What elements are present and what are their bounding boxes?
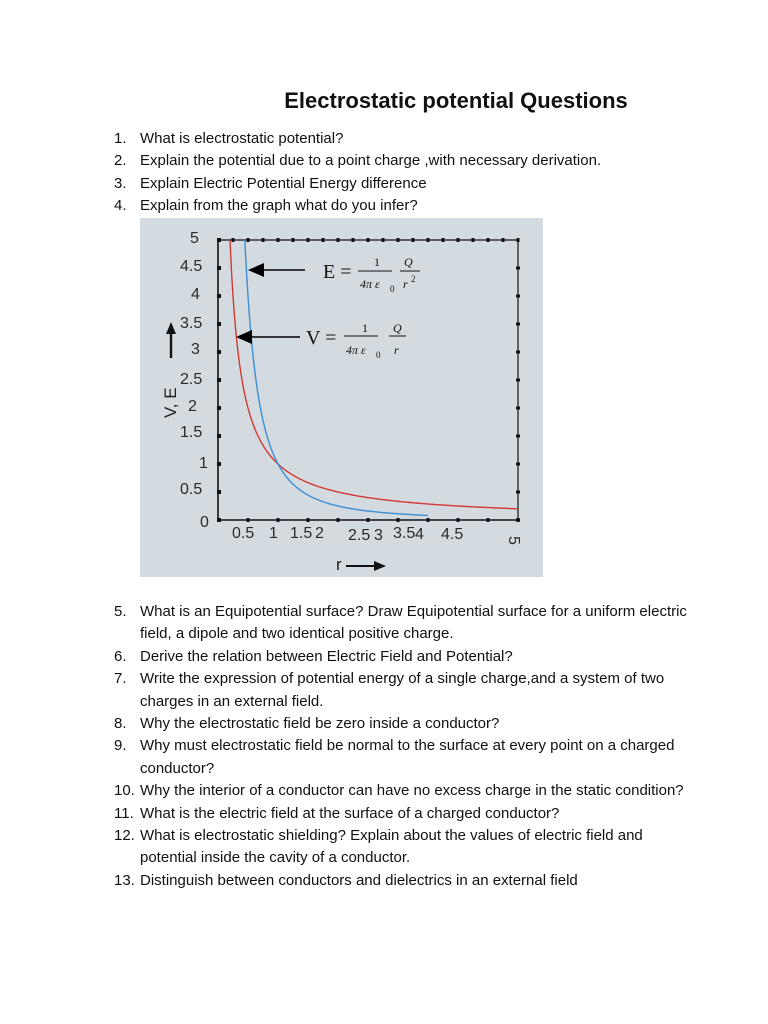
question-number: 4. [114, 197, 127, 215]
frame-tick [516, 351, 520, 354]
question-number: 6. [114, 647, 127, 665]
question-item [114, 713, 694, 735]
y-axis-tick [217, 266, 221, 270]
question-item [114, 601, 694, 646]
question-number: 7. [114, 670, 127, 688]
x-axis-tick [367, 518, 370, 522]
y-axis-tick [217, 518, 221, 522]
e-arrowhead [248, 263, 264, 277]
question-item [114, 150, 694, 172]
y-tick-label: 0.5 [180, 481, 203, 498]
frame-tick [472, 238, 475, 242]
question-text: Explain the potential due to a point charge ,with necessary derivation. [140, 152, 602, 170]
y-tick-label: 4.5 [180, 258, 203, 275]
y-axis-tick [217, 406, 221, 410]
x-axis-tick [337, 518, 340, 522]
frame-tick [516, 379, 520, 382]
y-tick-label: 2.5 [180, 371, 203, 388]
frame-tick [307, 238, 310, 242]
x-axis-tick [517, 518, 520, 522]
frame-tick [516, 435, 520, 438]
question-text: Explain from the graph what do you infer? [140, 197, 418, 215]
y-axis-label-group [161, 322, 180, 418]
v-equation-r: r [394, 343, 399, 357]
frame-tick [322, 238, 325, 242]
e-equation-lhs: E = [323, 261, 352, 283]
x-tick-label: 5 [505, 536, 522, 545]
v-arrowhead [236, 330, 252, 344]
question-number: 5. [114, 603, 127, 620]
y-axis-tick [217, 490, 221, 494]
frame-tick [382, 238, 385, 242]
y-tick-label: 3 [191, 341, 200, 358]
question-list-bottom [114, 601, 694, 892]
frame-tick [516, 267, 520, 270]
frame-tick [232, 238, 235, 242]
v-equation-sub: 0 [376, 350, 381, 360]
x-axis-tick [457, 518, 460, 522]
question-item [114, 646, 694, 668]
question-item [114, 825, 694, 870]
frame-tick [352, 238, 355, 242]
question-text: Why the electrostatic field be zero inside a conductor? [140, 715, 500, 733]
x-tick-label: 2.5 [348, 527, 371, 544]
frame-tick [397, 238, 400, 242]
frame-tick [516, 463, 520, 466]
frame-tick [517, 238, 520, 242]
question-item [114, 668, 694, 713]
x-tick-label: 3 [374, 527, 383, 544]
x-tick-label: 2 [315, 525, 324, 542]
question-text: Why must electrostatic field be normal to the surface at every point on a charged conductor? [140, 737, 675, 777]
frame-tick [367, 238, 370, 242]
y-axis-tick [217, 462, 221, 466]
question-text: What is an Equipotential surface? Draw Equipotential surface for a uniform electric field, a dipole and two identical positive charge. [140, 603, 687, 643]
question-item [114, 195, 694, 217]
question-text: What is electrostatic potential? [140, 130, 344, 147]
e-equation-one: 1 [374, 255, 380, 269]
y-axis-tick [217, 378, 221, 382]
question-text: What is the electric field at the surface of a charged conductor? [140, 804, 560, 822]
question-number: 3. [114, 174, 127, 192]
frame-tick [516, 491, 520, 494]
question-text: Distinguish between conductors and dielectrics in an external field [140, 871, 578, 889]
e-equation-sub: 0 [390, 284, 395, 294]
frame-tick [502, 238, 505, 242]
frame-tick [292, 238, 295, 242]
x-tick-label: 3.5 [393, 525, 416, 542]
question-item [114, 735, 694, 780]
graph-figure [140, 218, 543, 577]
v-equation [306, 321, 406, 360]
question-item [114, 803, 694, 825]
x-tick-label: 1 [269, 525, 278, 542]
question-item [114, 780, 694, 802]
v-equation-one: 1 [362, 321, 368, 335]
question-number: 8. [114, 715, 127, 733]
question-text: Why the interior of a conductor can have no excess charge in the static condition? [140, 782, 684, 800]
x-axis-tick [427, 518, 430, 522]
y-axis-tick [217, 350, 221, 354]
question-text: What is electrostatic shielding? Explain about the values of electric field and potential inside the cavity of a conductor. [140, 827, 643, 867]
x-tick-label: 0.5 [232, 525, 255, 542]
y-tick-label: 4 [191, 286, 200, 303]
e-equation-den: 4π ε [360, 277, 380, 291]
question-number: 1. [114, 130, 127, 147]
x-axis-label-arrowhead [374, 561, 386, 571]
frame-tick [262, 238, 265, 242]
x-axis-tick [487, 518, 490, 522]
x-axis-tick [277, 518, 280, 522]
x-axis-tick [397, 518, 400, 522]
y-tick-label: 0 [200, 514, 209, 531]
x-axis-tick [307, 518, 310, 522]
y-axis-tick [217, 322, 221, 326]
y-axis-label: V, E [161, 387, 180, 418]
x-axis-label: r [336, 555, 342, 574]
frame-tick [516, 407, 520, 410]
y-tick-label: 1.5 [180, 424, 203, 441]
frame-tick [516, 295, 520, 298]
frame-tick [427, 238, 430, 242]
x-axis-tick [247, 518, 250, 522]
e-equation-r: r [403, 277, 408, 291]
e-equation-q: Q [404, 255, 413, 269]
v-equation-q: Q [393, 321, 402, 335]
y-axis-tick [217, 434, 221, 438]
e-equation [323, 255, 420, 294]
question-text: Write the expression of potential energy of a single charge,and a system of two charges in an external field. [140, 670, 665, 710]
frame-tick [277, 238, 280, 242]
document-title: Electrostatic potential Questions [284, 88, 628, 113]
y-tick-label: 5 [190, 230, 199, 247]
frame-tick [442, 238, 445, 242]
question-number: 11. [114, 804, 134, 822]
question-item [114, 128, 694, 150]
v-equation-den: 4π ε [346, 343, 366, 357]
graph-svg [140, 218, 543, 577]
x-tick-label: 4 [415, 526, 424, 543]
frame-tick [487, 238, 490, 242]
y-axis-tick [217, 238, 221, 242]
e-equation-exp: 2 [411, 274, 416, 284]
y-axis-label-arrowhead [166, 322, 176, 334]
x-tick-label: 4.5 [441, 526, 464, 543]
frame-tick [412, 238, 415, 242]
v-equation-lhs: V = [306, 327, 337, 349]
question-text: Derive the relation between Electric Field and Potential? [140, 647, 513, 665]
question-number: 10. [114, 782, 135, 800]
frame-tick [247, 238, 250, 242]
question-number: 13. [114, 871, 135, 889]
x-axis-label-group [336, 555, 386, 574]
y-tick-label: 3.5 [180, 315, 203, 332]
question-item [114, 173, 694, 195]
question-number: 2. [114, 152, 127, 170]
frame-tick [516, 323, 520, 326]
y-axis-tick [217, 294, 221, 298]
y-tick-label: 2 [188, 398, 197, 415]
question-text: Explain Electric Potential Energy difference [140, 174, 427, 192]
x-tick-label: 1.5 [290, 525, 313, 542]
y-tick-label: 1 [199, 455, 208, 472]
question-item [114, 870, 694, 892]
question-number: 9. [114, 737, 127, 755]
question-number: 12. [114, 827, 135, 845]
frame-tick [337, 238, 340, 242]
question-list-top [114, 128, 694, 218]
frame-tick [457, 238, 460, 242]
